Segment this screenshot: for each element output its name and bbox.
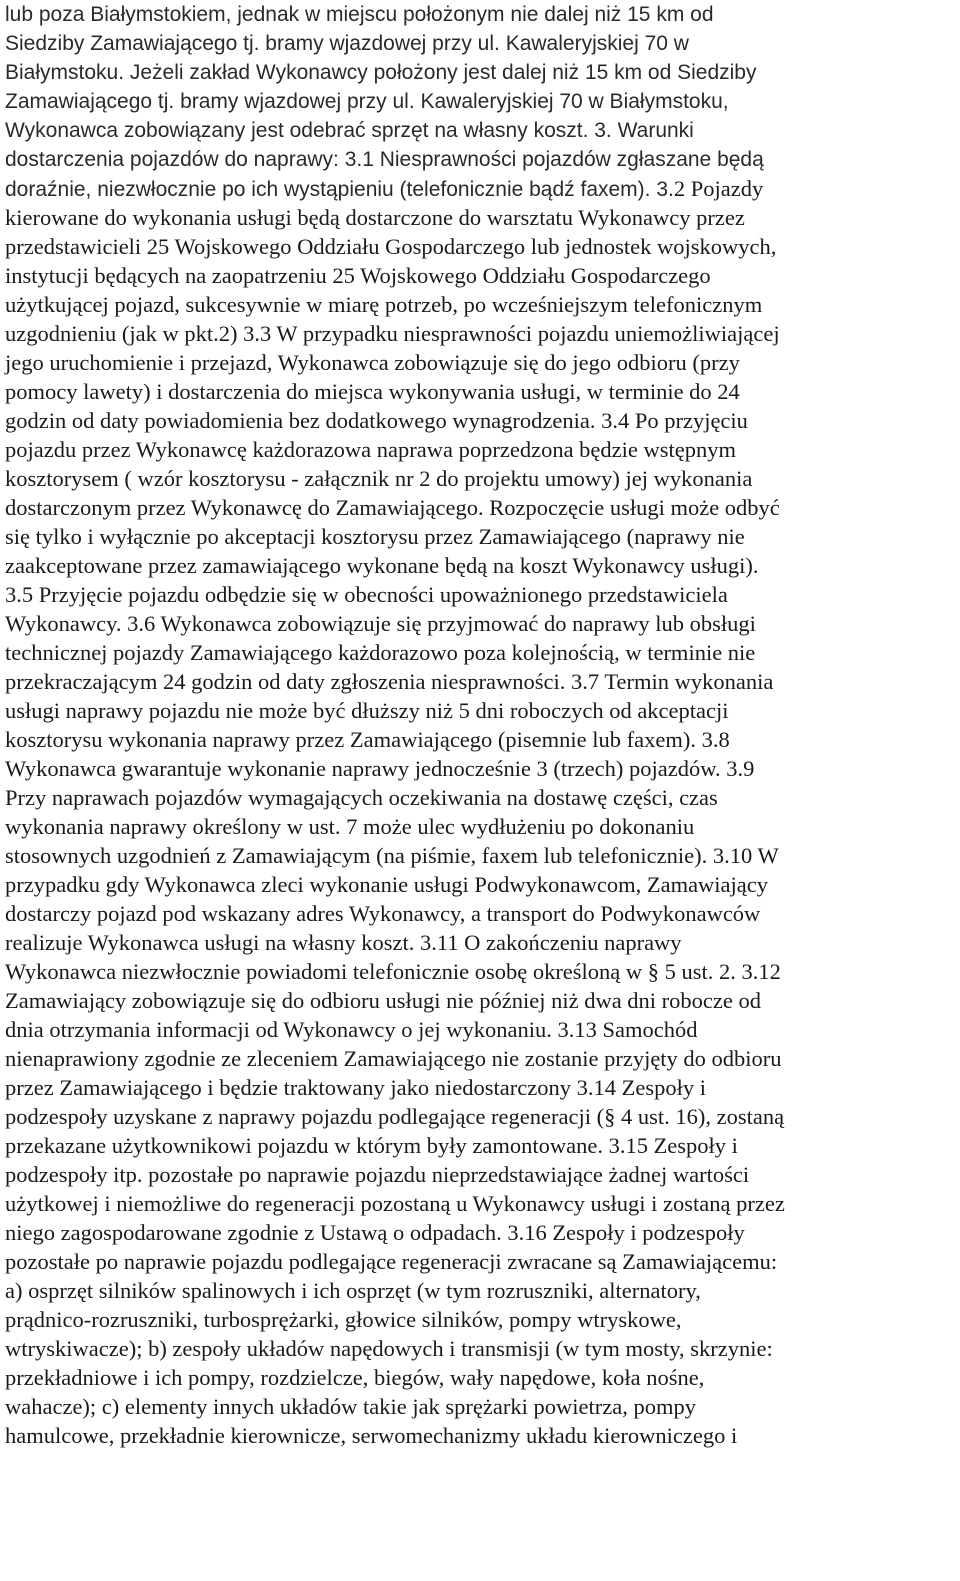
text-line: uzgodnieniu (jak w pkt.2) 3.3 W przypadku niesprawności pojazdu uniemożliwiającej: [5, 321, 780, 346]
text-line: pomocy lawety) i dostarczenia do miejsca wykonywania usługi, w terminie do 24: [5, 379, 740, 404]
text-line-part: doraźnie, niezwłocznie po ich wystąpieniu (telefonicznie bądź faxem). 3.: [5, 178, 674, 201]
text-line: Wykonawca niezwłocznie powiadomi telefonicznie osobę określoną w § 5 ust. 2. 3.12: [5, 959, 781, 984]
text-line: pozostałe po naprawie pojazdu podlegające regeneracji zwracane są Zamawiającemu:: [5, 1249, 778, 1274]
text-line: wtryskiwacze); b) zespoły układów napędowych i transmisji (w tym mosty, skrzynie:: [5, 1336, 773, 1361]
text-line: niego zagospodarowane zgodnie z Ustawą o odpadach. 3.16 Zespoły i podzespoły: [5, 1220, 745, 1245]
text-line: nienaprawiony zgodnie ze zleceniem Zamawiającego nie zostanie przyjęty do odbioru: [5, 1046, 782, 1071]
text-line: usługi naprawy pojazdu nie może być dłuższy niż 5 dni roboczych od akceptacji: [5, 698, 729, 723]
text-line: wahacze); c) elementy innych układów takie jak sprężarki powietrza, pompy: [5, 1394, 696, 1419]
text-line: dostarczonym przez Wykonawcę do Zamawiającego. Rozpoczęcie usługi może odbyć: [5, 495, 780, 520]
text-line: podzespoły uzyskane z naprawy pojazdu podlegające regeneracji (§ 4 ust. 16), zostaną: [5, 1104, 785, 1129]
text-line: przez Zamawiającego i będzie traktowany jako niedostarczony 3.14 Zespoły i: [5, 1075, 706, 1100]
text-line: instytucji będących na zaopatrzeniu 25 Wojskowego Oddziału Gospodarczego: [5, 263, 711, 288]
text-line: hamulcowe, przekładnie kierownicze, serwomechanizmy układu kierowniczego i: [5, 1423, 738, 1448]
text-line: Wykonawca gwarantuje wykonanie naprawy jednocześnie 3 (trzech) pojazdów. 3.9: [5, 756, 755, 781]
text-line: zaakceptowane przez zamawiającego wykonane będą na koszt Wykonawcy usługi).: [5, 553, 759, 578]
text-line: jego uruchomienie i przejazd, Wykonawca zobowiązuje się do jego odbioru (przy: [5, 350, 740, 375]
text-line: technicznej pojazdy Zamawiającego każdorazowo poza kolejnością, w terminie nie: [5, 640, 756, 665]
text-line: Zamawiającego tj. bramy wjazdowej przy ul. Kawaleryjskiej 70 w Białymstoku,: [5, 90, 729, 113]
text-line: podzespoły itp. pozostałe po naprawie pojazdu nieprzedstawiające żadnej wartości: [5, 1162, 750, 1187]
text-line: godzin od daty powiadomienia bez dodatkowego wynagrodzenia. 3.4 Po przyjęciu: [5, 408, 748, 433]
text-line: przypadku gdy Wykonawca zleci wykonanie usługi Podwykonawcom, Zamawiający: [5, 872, 769, 897]
text-line: a) osprzęt silników spalinowych i ich osprzęt (w tym rozruszniki, alternatory,: [5, 1278, 701, 1303]
text-line: przekładniowe i ich pompy, rozdzielcze, biegów, wały napędowe, koła nośne,: [5, 1365, 705, 1390]
text-line: dnia otrzymania informacji od Wykonawcy o jej wykonaniu. 3.13 Samochód: [5, 1017, 698, 1042]
text-line: kosztorysu wykonania naprawy przez Zamawiającego (pisemnie lub faxem). 3.8: [5, 727, 730, 752]
text-line: użytkowej i niemożliwe do regeneracji pozostaną u Wykonawcy usługi i zostaną przez: [5, 1191, 785, 1216]
text-line: prądnico-rozruszniki, turbosprężarki, głowice silników, pompy wtryskowe,: [5, 1307, 682, 1332]
text-line: użytkującej pojazd, sukcesywnie w miarę potrzeb, po wcześniejszym telefonicznym: [5, 292, 763, 317]
text-line: realizuje Wykonawca usługi na własny koszt. 3.11 O zakończeniu naprawy: [5, 930, 682, 955]
text-line: stosownych uzgodnień z Zamawiającym (na piśmie, faxem lub telefonicznie). 3.10 W: [5, 843, 779, 868]
text-line: przekraczającym 24 godzin od daty zgłoszenia niesprawności. 3.7 Termin wykonania: [5, 669, 774, 694]
text-line: kosztorysem ( wzór kosztorysu - załącznik nr 2 do projektu umowy) jej wykonania: [5, 466, 753, 491]
text-line: wykonania naprawy określony w ust. 7 może ulec wydłużeniu po dokonaniu: [5, 814, 695, 839]
text-line: dostarczy pojazd pod wskazany adres Wykonawcy, a transport do Podwykonawców: [5, 901, 761, 926]
text-line: pojazdu przez Wykonawcę każdorazowa naprawa poprzedzona będzie wstępnym: [5, 437, 737, 462]
text-line: kierowane do wykonania usługi będą dostarczone do warsztatu Wykonawcy przez: [5, 205, 745, 230]
text-line: Siedziby Zamawiającego tj. bramy wjazdowej przy ul. Kawaleryjskiej 70 w: [5, 32, 689, 55]
text-line: 3.5 Przyjęcie pojazdu odbędzie się w obecności upoważnionego przedstawiciela: [5, 582, 728, 607]
text-line: przekazane użytkownikowi pojazdu w którym były zamontowane. 3.15 Zespoły i: [5, 1133, 738, 1158]
text-line: Wykonawca zobowiązany jest odebrać sprzęt na własny koszt. 3. Warunki: [5, 119, 694, 142]
text-line: Wykonawcy. 3.6 Wykonawca zobowiązuje się przyjmować do naprawy lub obsługi: [5, 611, 756, 636]
text-line: Białymstoku. Jeżeli zakład Wykonawcy położony jest dalej niż 15 km od Siedziby: [5, 61, 757, 84]
text-line: się tylko i wyłącznie po akceptacji kosztorysu przez Zamawiającego (naprawy nie: [5, 524, 745, 549]
text-line: lub poza Białymstokiem, jednak w miejscu położonym nie dalej niż 15 km od: [5, 3, 714, 26]
text-line: dostarczenia pojazdów do naprawy: 3.1 Niesprawności pojazdów zgłaszane będą: [5, 148, 764, 171]
text-line: przedstawicieli 25 Wojskowego Oddziału Gospodarczego lub jednostek wojskowych,: [5, 234, 777, 259]
text-line: Przy naprawach pojazdów wymagających oczekiwania na dostawę części, czas: [5, 785, 718, 810]
text-line: Zamawiający zobowiązuje się do odbioru usługi nie później niż dwa dni robocze od: [5, 988, 762, 1013]
text-line-part: 2 Pojazdy: [673, 176, 764, 201]
text-line-mixed: [5, 174, 763, 204]
